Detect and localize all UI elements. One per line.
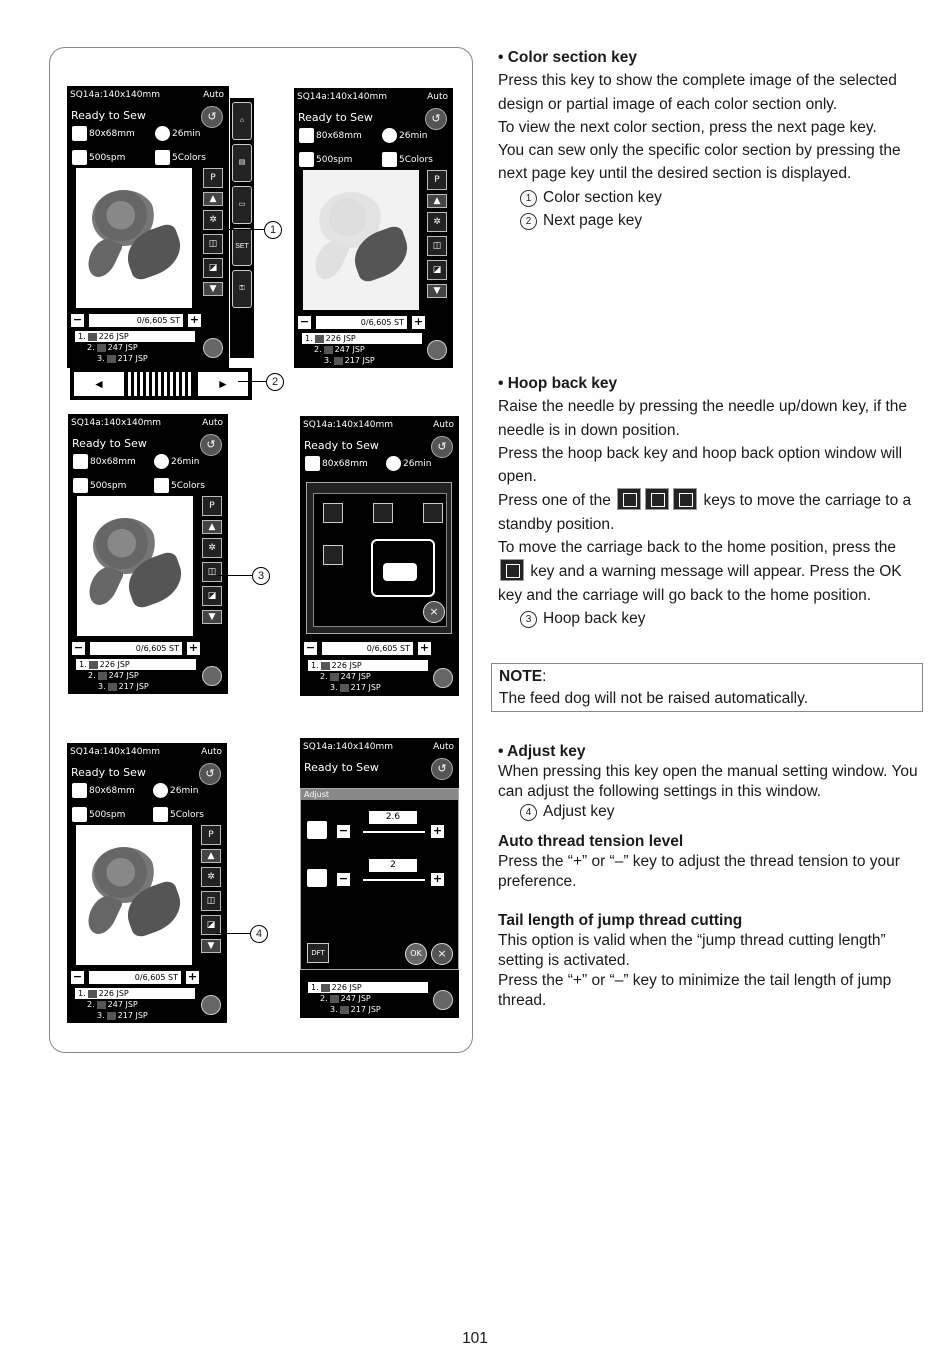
grid-icon[interactable]	[433, 668, 453, 688]
adjust-key[interactable]: ◪	[202, 586, 222, 606]
stitch-counter: − 0/6,605 ST +	[72, 313, 200, 326]
arrow-up-icon[interactable]: ▲	[203, 192, 223, 206]
standby-left-key[interactable]	[323, 503, 343, 523]
page-key-strip	[70, 368, 252, 400]
adjust-heading: • Adjust key	[498, 743, 586, 760]
standby-left-icon	[617, 488, 641, 510]
minus-button[interactable]: −	[73, 641, 84, 654]
ready-status: Ready to Sew	[71, 109, 146, 122]
set-icon[interactable]: SET	[232, 228, 252, 266]
folder-icon[interactable]: ▭	[232, 186, 252, 224]
adjust-key[interactable]: ◪	[427, 260, 447, 280]
adjust-window	[300, 788, 459, 970]
color-section-key[interactable]: ✲	[202, 538, 222, 558]
minus-button[interactable]: −	[299, 315, 310, 328]
arrow-down-icon[interactable]: ▼	[427, 284, 447, 298]
standby-right-icon	[673, 488, 697, 510]
hoop-size-icon	[72, 126, 87, 141]
color-section-key[interactable]: ✲	[427, 212, 447, 232]
design-preview	[76, 825, 192, 965]
hoop-back-key[interactable]: ◫	[427, 236, 447, 256]
design-preview	[303, 170, 419, 310]
grid-icon[interactable]	[203, 338, 223, 358]
back-icon[interactable]: ↺	[431, 758, 453, 780]
close-icon[interactable]: ×	[431, 943, 453, 965]
tension-plus-button[interactable]: +	[432, 824, 443, 837]
plus-button[interactable]: +	[187, 970, 198, 983]
color-section-key[interactable]: ✲	[201, 867, 221, 887]
tail-subheading: Tail length of jump thread cutting	[498, 912, 743, 929]
adjust-window-title: Adjust	[301, 789, 458, 800]
presser-foot-icon[interactable]: P	[427, 170, 447, 190]
tail-slider[interactable]	[363, 879, 425, 881]
screen-title: SQ14a:140x140mm Auto	[70, 90, 224, 100]
tension-subheading: Auto thread tension level	[498, 833, 684, 850]
spool-icon	[155, 150, 170, 165]
minus-button[interactable]: −	[305, 641, 316, 654]
callout-line-1	[228, 229, 264, 230]
arrow-up-icon[interactable]: ▲	[201, 849, 221, 863]
home-position-icon	[500, 559, 524, 581]
tension-minus-button[interactable]: −	[338, 824, 349, 837]
arrow-up-icon[interactable]: ▲	[427, 194, 447, 208]
tool-column	[203, 168, 225, 300]
screen-hoop-back-window: SQ14a:140x140mm Auto Ready to Sew ↺ 80x68mm 26min × − 0/6,605 ST + 1. 226 JSP 2. 247 JSP 3. 217 JSP	[300, 416, 459, 696]
arrow-down-icon[interactable]: ▼	[203, 282, 223, 296]
callout-4: 4	[250, 925, 268, 943]
lock-icon[interactable]: ⚿	[232, 270, 252, 308]
note-text: The feed dog will not be raised automatically.	[499, 690, 809, 707]
arrow-down-icon[interactable]: ▼	[201, 939, 221, 953]
note-label: NOTE	[499, 668, 543, 685]
standby-right-key[interactable]	[423, 503, 443, 523]
presser-foot-icon[interactable]: P	[203, 168, 223, 188]
page-indicator	[128, 372, 194, 396]
hoop-back-window	[306, 482, 452, 634]
callout-3: 3	[252, 567, 270, 585]
grid-icon[interactable]	[433, 990, 453, 1010]
prev-page-key[interactable]: ◄	[74, 372, 124, 396]
back-icon[interactable]: ↺	[425, 108, 447, 130]
arrow-down-icon[interactable]: ▼	[202, 610, 222, 624]
adjust-key[interactable]: ◪	[203, 258, 223, 278]
tension-slider[interactable]	[363, 831, 425, 833]
back-icon[interactable]: ↺	[200, 434, 222, 456]
clock-icon	[155, 126, 170, 141]
hoop-back-key[interactable]: ◫	[201, 891, 221, 911]
screen-color-section: SQ14a:140x140mm Auto Ready to Sew ↺ 80x68mm 26min 500spm 5Colors P ▲ ✲ ◫ ◪ ▼ − 0/6,605 ST + 1. 226 JSP 2. 247 JSP 3. 217 JSP	[67, 86, 229, 368]
plus-button[interactable]: +	[413, 315, 424, 328]
home-position-key[interactable]	[323, 545, 343, 565]
standby-center-key[interactable]	[373, 503, 393, 523]
jump-thread-icon	[307, 869, 327, 887]
minus-button[interactable]: −	[72, 970, 83, 983]
side-key-bar	[230, 98, 254, 358]
minus-button[interactable]: −	[72, 313, 83, 326]
adjust-key[interactable]: ◪	[201, 915, 221, 935]
design-preview	[77, 496, 193, 636]
grid-icon[interactable]	[201, 995, 221, 1015]
back-icon[interactable]: ↺	[199, 763, 221, 785]
arrow-up-icon[interactable]: ▲	[202, 520, 222, 534]
back-icon[interactable]: ↺	[201, 106, 223, 128]
home-icon[interactable]: ⌂	[232, 102, 252, 140]
presser-foot-icon[interactable]: P	[202, 496, 222, 516]
hoop-back-key[interactable]: ◫	[203, 234, 223, 254]
callout-line-2	[238, 381, 266, 382]
grid-icon[interactable]	[202, 666, 222, 686]
color-section-key[interactable]: ✲	[203, 210, 223, 230]
speed-icon	[72, 150, 87, 165]
color-section-text: • Color section key Press this key to show the complete image of the selected design or partial image of each color section only. To view the next color section, press the next page key. You can sew only the specific color section by pressing the next page key until the desired section is displayed. 1 Color section key 2 Next page key	[498, 46, 928, 232]
color-list: 1. 226 JSP 2. 247 JSP 3. 217 JSP	[75, 331, 195, 364]
hoop-illustration	[383, 563, 417, 581]
hoop-back-key[interactable]: ◫	[202, 562, 222, 582]
color-section-heading: • Color section key	[498, 49, 637, 66]
page-number: 101	[462, 1330, 488, 1347]
callout-line-3	[218, 575, 252, 576]
ok-button[interactable]: OK	[405, 943, 427, 965]
tension-value: 2.6	[369, 811, 417, 824]
callout-2: 2	[266, 373, 284, 391]
close-icon[interactable]: ×	[423, 601, 445, 623]
hoop-back-text: • Hoop back key Raise the needle by pressing the needle up/down key, if the needle is in down position. Press the hoop back key and hoop back option window will open. Press one of the keys to move the carriage to a standby position. To move the carriage back to the home position, press the key and a warning message will appear. Press the OK key and the carriage will go back to the home position. 3 Hoop back key	[498, 372, 928, 630]
plus-button[interactable]: +	[189, 313, 200, 326]
plus-button[interactable]: +	[419, 641, 430, 654]
adjust-text: • Adjust key When pressing this key open the manual setting window. You can adjust the following settings in this window. 4 Adjust key Auto thread tension level Press the “+” or “–” key to adjust the thread tension to your preference. Tail length of jump thread cutting This option is valid when the “jump thread cutting length” setting is activated. Press the “+” or “–” key to minimize the tail length of jump thread.	[498, 742, 928, 1011]
grid-icon[interactable]	[427, 340, 447, 360]
plus-button[interactable]: +	[188, 641, 199, 654]
save-icon[interactable]: ▤	[232, 144, 252, 182]
screen-adjust-window: SQ14a:140x140mm Auto Ready to Sew ↺ Adjust − 2.6 + − 2 + DFT OK × 1. 226 JSP 2. 247 JSP 3. 217 JSP	[300, 738, 459, 1018]
tail-value: 2	[369, 859, 417, 872]
hoop-back-heading: • Hoop back key	[498, 375, 618, 392]
tail-plus-button[interactable]: +	[432, 872, 443, 885]
next-page-key[interactable]: ►	[198, 372, 248, 396]
default-button[interactable]: DFT	[307, 943, 329, 963]
callout-line-4	[216, 933, 250, 934]
tail-minus-button[interactable]: −	[338, 872, 349, 885]
screen-color-section-partial: SQ14a:140x140mm Auto Ready to Sew ↺ 80x68mm 26min 500spm 5Colors P ▲ ✲ ◫ ◪ ▼ − 0/6,605 ST + 1. 226 JSP 2. 247 JSP 3. 217 JSP	[294, 88, 453, 368]
screen-hoop-back: SQ14a:140x140mm Auto Ready to Sew ↺ 80x68mm 26min 500spm 5Colors P ▲ ✲ ◫ ◪ ▼ − 0/6,605 ST + 1. 226 JSP 2. 247 JSP 3. 217 JSP	[68, 414, 228, 694]
back-icon[interactable]: ↺	[431, 436, 453, 458]
presser-foot-icon[interactable]: P	[201, 825, 221, 845]
design-preview	[76, 168, 192, 308]
callout-1: 1	[264, 221, 282, 239]
screen-adjust: SQ14a:140x140mm Auto Ready to Sew ↺ 80x68mm 26min 500spm 5Colors P ▲ ✲ ◫ ◪ ▼ − 0/6,605 ST + 1. 226 JSP 2. 247 JSP 3. 217 JSP	[67, 743, 227, 1023]
note-box: NOTE: The feed dog will not be raised automatically.	[491, 663, 923, 712]
thread-tension-icon	[307, 821, 327, 839]
standby-center-icon	[645, 488, 669, 510]
